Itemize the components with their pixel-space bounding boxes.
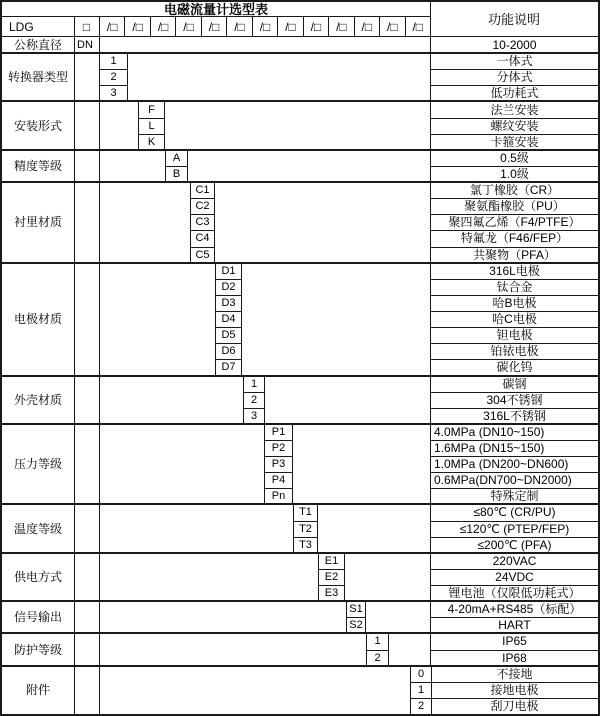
option-function: 铂铱电极 — [490, 344, 539, 359]
option-code: F — [138, 101, 165, 118]
category-label: 外壳材质 — [13, 392, 62, 407]
option-code: S2 — [346, 617, 366, 634]
option-function: 1.0级 — [500, 166, 529, 181]
option-code: C5 — [190, 247, 215, 264]
option-code: D6 — [215, 343, 242, 360]
category-label: 转换器类型 — [7, 70, 68, 85]
option-code: A — [165, 150, 188, 167]
option-code: T1 — [293, 504, 318, 521]
option-function: 不接地 — [496, 666, 533, 681]
option-code: 2 — [243, 392, 265, 409]
option-code: T2 — [293, 521, 318, 538]
option-code: C3 — [190, 214, 215, 231]
option-code: C2 — [190, 198, 215, 215]
option-code: E1 — [318, 553, 345, 570]
table-title: 电磁流量计选型表 — [163, 2, 268, 16]
option-code: 2 — [366, 650, 389, 667]
category-label: 安装形式 — [13, 118, 62, 133]
category-label: 压力等级 — [13, 457, 62, 472]
category-label: 防护等级 — [13, 642, 62, 657]
option-function: 0.6MPa(DN700~DN2000) — [434, 473, 572, 488]
option-code: D3 — [215, 295, 242, 312]
option-function: 一体式 — [496, 54, 533, 69]
option-function: 共聚物（PFA） — [473, 247, 556, 262]
option-code: Pn — [264, 488, 293, 505]
option-function: 分体式 — [496, 70, 533, 85]
option-function: ≤80℃ (CR/PU) — [473, 505, 556, 520]
model-code-slot: /□ — [277, 16, 302, 37]
option-function: ≤200℃ (PFA) — [477, 537, 552, 552]
category-label: 公称直径 — [13, 38, 62, 53]
grid-line — [74, 16, 75, 714]
option-function: 聚氨酯橡胶（PU） — [464, 199, 565, 214]
option-code: E2 — [318, 569, 345, 586]
option-code: L — [138, 118, 165, 135]
option-function: 碳钢 — [502, 376, 527, 391]
category-label: 温度等级 — [13, 521, 62, 536]
model-code-slot: /□ — [354, 16, 379, 37]
option-function: 碳化钨 — [496, 360, 533, 375]
option-code: K — [138, 134, 165, 151]
option-code: D4 — [215, 311, 242, 328]
option-function: 氯丁橡胶（CR） — [469, 183, 560, 198]
option-code: 3 — [243, 408, 265, 425]
option-function: IP65 — [502, 634, 527, 649]
option-code: P4 — [264, 472, 293, 489]
option-function: 1.0MPa (DN200~DN600) — [434, 457, 569, 472]
option-code: 3 — [99, 85, 128, 102]
model-code-slot: /□ — [405, 16, 430, 37]
grid-line — [99, 16, 100, 714]
option-function: 刮刀电极 — [490, 698, 539, 713]
category-label: 供电方式 — [13, 569, 62, 584]
option-code: 2 — [410, 698, 432, 715]
dn-code-cell: DN — [77, 38, 93, 51]
category-label: 附件 — [25, 682, 50, 697]
option-code: E3 — [318, 585, 345, 602]
option-code: D5 — [215, 327, 242, 344]
model-code-slot: /□ — [226, 16, 251, 37]
option-code: P1 — [264, 424, 293, 441]
option-function: HART — [498, 618, 531, 633]
option-code: P3 — [264, 456, 293, 473]
option-code: C1 — [190, 182, 215, 199]
model-code-slot: /□ — [328, 16, 353, 37]
option-function: 316L电极 — [489, 263, 540, 278]
option-code: 1 — [99, 53, 128, 70]
option-code: 1 — [366, 633, 389, 650]
option-function: 1.6MPa (DN15~150) — [434, 441, 545, 456]
option-code: 0 — [410, 666, 432, 683]
option-function: 316L不锈钢 — [483, 408, 546, 423]
option-function: 10-2000 — [492, 38, 537, 53]
option-function: 螺纹安装 — [490, 118, 539, 133]
option-function: IP68 — [502, 650, 527, 665]
model-code-slot: /□ — [201, 16, 226, 37]
model-code-slot: /□ — [379, 16, 404, 37]
option-function: 法兰安装 — [490, 102, 539, 117]
option-code: B — [165, 166, 188, 183]
option-function: 钛合金 — [496, 279, 533, 294]
option-function: 特氟龙（F46/FEP） — [460, 231, 569, 246]
option-function: 低功耗式 — [490, 86, 539, 101]
option-function: 哈C电极 — [492, 312, 537, 327]
option-function: 聚四氟乙烯（F4/PTFE） — [448, 215, 581, 230]
option-code: D7 — [215, 359, 242, 376]
option-function: 304不锈钢 — [486, 392, 543, 407]
option-function: 24VDC — [495, 569, 534, 584]
option-code: S1 — [346, 601, 366, 618]
category-label: 信号输出 — [13, 610, 62, 625]
option-code: 1 — [243, 376, 265, 393]
model-code-slot: /□ — [252, 16, 277, 37]
option-code: C4 — [190, 230, 215, 247]
model-prefix-cell: LDG — [9, 19, 34, 34]
option-code: D1 — [215, 263, 242, 280]
category-label: 衬里材质 — [13, 215, 62, 230]
option-code: 2 — [99, 69, 128, 86]
option-function: 特殊定制 — [490, 489, 539, 504]
option-function: ≤120℃ (PTEP/FEP) — [459, 521, 570, 536]
option-code: D2 — [215, 279, 242, 296]
grid-line — [2, 16, 430, 17]
option-function: 卡箍安装 — [490, 134, 539, 149]
category-label: 电极材质 — [13, 312, 62, 327]
option-function: 4.0MPa (DN10~150) — [434, 424, 545, 439]
model-code-slot: /□ — [150, 16, 175, 37]
function-column-header: 功能说明 — [487, 11, 540, 27]
option-code: T3 — [293, 537, 318, 554]
option-function: 220VAC — [492, 553, 537, 568]
option-function: 哈B电极 — [492, 295, 537, 310]
option-function: 4-20mA+RS485（标配） — [447, 602, 582, 617]
option-function: 0.5级 — [500, 150, 529, 165]
option-code: P2 — [264, 440, 293, 457]
model-code-slot: /□ — [303, 16, 328, 37]
model-code-slot: /□ — [175, 16, 200, 37]
option-function: 接地电极 — [490, 682, 539, 697]
model-code-slot: /□ — [124, 16, 149, 37]
option-code: 1 — [410, 682, 432, 699]
option-function: 钽电极 — [496, 328, 533, 343]
model-code-slot: /□ — [99, 16, 124, 37]
model-code-box: □ — [82, 19, 91, 34]
option-function: 锂电池（仅限低功耗式） — [448, 586, 581, 601]
category-label: 精度等级 — [13, 158, 62, 173]
